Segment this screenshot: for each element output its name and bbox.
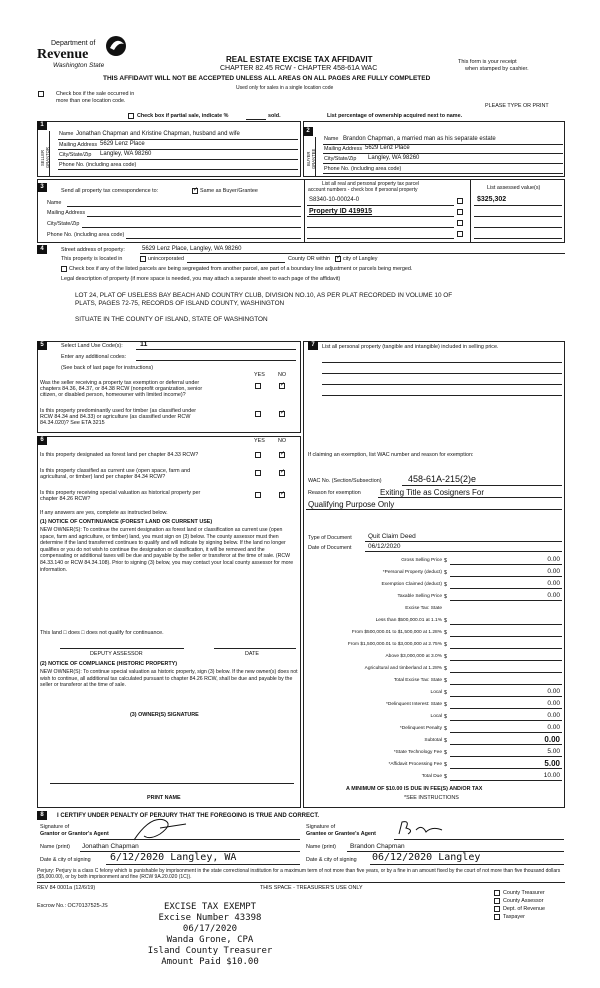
city-of-langley-checkbox[interactable] [335,256,341,262]
copy-county-assessor: County Assessor [503,898,544,904]
qualify-continuance: This land □ does □ does not qualify for continuance. [40,630,164,636]
s6-q3-2: chapter 84.26 RCW? [40,496,91,502]
grantee-name[interactable]: Brandon Chapman [350,843,405,850]
s3-phone-label: Phone No. (including area code) [47,232,125,238]
property-street-address[interactable]: 5629 Lenz Place, Langley, WA 98260 [142,246,242,252]
form-revision: REV 84 0001a (12/6/19) [37,885,96,891]
tax-dollar-3: $ [444,594,447,600]
tier-1-label: Less than $500,000.01 at 1.1% [375,618,442,623]
delinquent-interest-state[interactable]: 0.00 [547,700,560,707]
section-3-badge: 3 [37,183,47,192]
s5-q2-yes-checkbox[interactable] [255,411,261,417]
exemption-reason-1[interactable]: Exiting Title as Cosigners For [380,488,485,497]
document-type-label: Type of Document [308,535,352,541]
assessed-value-1[interactable]: $325,302 [477,196,507,203]
parcel-2-personal-checkbox[interactable] [457,209,463,215]
stamp-line-1: EXCISE TAX EXEMPT [163,902,257,912]
grantor-name-label: Name (print) [40,844,70,850]
exemption-claimed-label: Exemption Claimed (deduct) [381,582,442,587]
state-technology-fee-label: *State Technology Fee [393,750,442,755]
buyer-phone-label: Phone No. (including area code) [324,166,402,172]
exemption-claimed[interactable]: 0.00 [547,580,560,587]
personal-property-label: List all personal property (tangible and intangible) included in selling price. [322,344,499,350]
unincorporated-label: unincorporated [148,256,184,262]
copy-dept-revenue-checkbox[interactable] [494,906,500,912]
stamp-line-3: 06/17/2020 [182,924,238,934]
section-1-badge: 1 [37,121,47,130]
delinquent-interest-local-label: Local [430,714,442,719]
wac-number[interactable]: 458-61A-215(2)e [408,474,477,484]
grantor-signature-label: Signature of [40,824,70,830]
s6-q2-2: agricultural, or timber) land per chapter 84.34 RCW? [40,474,166,480]
parcel-1-personal-checkbox[interactable] [457,198,463,204]
parcel-number-2[interactable]: Property ID 419915 [309,208,373,215]
parcel-4-personal-checkbox[interactable] [457,231,463,237]
minimum-due-note: A MINIMUM OF $10.00 IS DUE IN FEE(S) AND/OR TAX [346,786,483,792]
receipt-note-2: when stamped by cashier. [465,66,529,72]
see-instructions-note: *SEE INSTRUCTIONS [404,795,459,801]
seller-side-label: SELLER GRANTOR [40,147,51,169]
grantee-signature-label: Signature of [306,824,336,830]
notice-compliance-title: (2) NOTICE OF COMPLIANCE (HISTORIC PROPERTY) [40,661,178,667]
s5-q2-2: RCW 84.34 and 84.33) or agriculture (as classified under RCW [40,414,191,420]
notice-compliance-body: NEW OWNER(S): To continue special valuation as historic property, sign (3) below. If the new owner(s) does not wish to continue, all additional tax calculated pursuant to chapter 84.26 RCW, shall be due and payable by the seller or transferor at the time of sale. [40,669,298,689]
parcel-list-label: List all real and personal property tax parcel [322,181,419,187]
notice-continuance-title: (1) NOTICE OF CONTINUANCE (FOREST LAND OR CURRENT USE) [40,519,213,525]
section-5-badge: 5 [37,341,47,350]
excise-tax-state-label: Excise Tax: State [405,606,442,611]
owner-signature-label: (3) OWNER(S) SIGNATURE [130,712,199,718]
escrow-number: Escrow No.: OC70137525-JS [37,903,108,909]
tax-dollar-9: $ [444,666,447,672]
stamp-line-6: Amount Paid $10.00 [161,957,259,967]
tier-3-label: From $1,500,000.01 to $3,000,000 at 2.75% [347,642,442,647]
s6-no-header: NO [278,438,287,444]
legal-description-label: Legal description of property (if more space is needed, you may attach a separate sheet to each page of the affidavit) [61,276,341,282]
tax-dollar-10: $ [444,678,447,684]
section-2-badge: 2 [303,127,313,136]
tax-dollar-0: $ [444,558,447,564]
tax-dollar-1: $ [444,570,447,576]
wac-number-label: WAC No. (Section/Subsection) [308,478,382,484]
tax-dollar-7: $ [444,642,447,648]
state-technology-fee[interactable]: 5.00 [547,748,560,755]
copy-taxpayer: Taxpayer [503,914,525,920]
total-due-label: Total Due [421,774,442,779]
form-warning: THIS AFFIDAVIT WILL NOT BE ACCEPTED UNLESS ALL AREAS ON ALL PAGES ARE FULLY COMPLETED [103,75,431,82]
s6-q1-yes-checkbox[interactable] [255,452,261,458]
tax-dollar-18: $ [444,774,447,780]
personal-property-deduct[interactable]: 0.00 [547,568,560,575]
legal-description-line-2[interactable]: PLATS, PAGES 72-75, RECORDS OF ISLAND COUNTY, WASHINGTON [75,300,285,307]
taxable-selling-price[interactable]: 0.00 [547,592,560,599]
stamp-line-5: Island County Treasurer [147,946,273,956]
document-date-label: Date of Document [308,545,352,551]
copy-dept-revenue: Dept. of Revenue [503,906,545,912]
s5-q1-no-checkbox[interactable] [279,383,285,389]
ownership-percent-label: List percentage of ownership acquired next to name. [327,113,463,119]
subtotal-label: Subtotal [424,738,442,743]
tax-dollar-2: $ [444,582,447,588]
section-6-badge: 6 [37,436,47,445]
perjury-notice: Perjury: Perjury is a class C felony which is punishable by imprisonment in the state correctional institution for a maximum term of not more than five years, or by a fine in an amount fixed by the court of not more than five thousand dollars ($5,000.00), or by both imprisonment and fine (RCW 9A.20.020 (1C)). [37,868,561,881]
send-correspondence-label: Send all property tax correspondence to: [61,188,159,194]
s3-city-label: City/State/Zip [47,221,80,227]
gross-selling-price[interactable]: 0.00 [547,556,560,563]
legal-description-line-1[interactable]: LOT 24, PLAT OF USELESS BAY BEACH AND COUNTRY CLUB, DIVISION NO.10, AS PER PLAT RECORDED IN VOLUME 10 OF [75,292,453,299]
s5-q1-3: citizen, or disabled person, homeowner with limited income)? [40,392,186,398]
tax-dollar-16: $ [444,750,447,756]
notice-continuance-body: NEW OWNER(S): To continue the current designation as forest land or classification as current use (open space, farm and agriculture, or timber) land, you must sign on (3) below. The county assessor must then determine if the land transferred continues to qualify and will indicate by signing below. If the land no longer qualifies or you do not wish to continue the designation or classification, it will be removed and the compensating or additional taxes will be due and payable by the seller or transferor at the time of sale. (RCW 84.33.140 or RCW 84.34.108). Prior to signing (3) below, you may contact your local county assessor for more information. [40,527,294,573]
seller-phone-label: Phone No. (including area code) [59,162,137,168]
type-or-print: PLEASE TYPE OR PRINT [485,103,549,109]
multi-location-checkbox[interactable] [38,91,44,97]
section-4-badge: 4 [37,245,47,254]
copy-county-treasurer-checkbox[interactable] [494,890,500,896]
land-use-code[interactable]: 11 [140,341,148,348]
seller-name-label: Name [59,131,74,137]
logo-dept: Department of [51,40,96,47]
s6-yes-header: YES [254,438,265,444]
logo-swirl-icon [104,34,128,58]
agricultural-label: Agricultural and timberland at 1.28% [364,666,442,671]
s3-name-label: Name [47,200,62,206]
tax-dollar-12: $ [444,702,447,708]
grantee-name-label: Name (print) [306,844,336,850]
grantor-name[interactable]: Jonathan Chapman [82,843,139,850]
buyer-name[interactable]: Brandon Chapman, a married man as his separate estate [343,136,496,142]
copy-county-treasurer: County Treasurer [503,890,545,896]
seller-city[interactable]: Langley, WA 98260 [100,151,152,157]
grantee-date-city[interactable]: 06/12/2020 Langley [372,852,481,863]
grantee-signature-image [396,818,446,838]
delinquent-penalty[interactable]: 0.00 [547,724,560,731]
parcel-number-1[interactable]: S8340-10-00024-0 [309,197,360,203]
seller-city-label: City/State/Zip [59,152,92,158]
affidavit-processing-fee-label: *Affidavit Processing Fee [388,762,442,767]
delinquent-penalty-label: *Delinquent Penalty [399,726,442,731]
stamp-line-2: Excise Number 43398 [158,913,262,923]
single-location-note: Used only for sales in a single location code [236,85,334,91]
parcel-3-personal-checkbox[interactable] [457,220,463,226]
buyer-city-label: City/State/Zip [324,156,357,162]
street-address-label: Street address of property: [61,247,125,253]
certify-statement: I CERTIFY UNDER PENALTY OF PERJURY THAT THE FOREGOING IS TRUE AND CORRECT. [57,813,320,819]
s5-q2-no-checkbox[interactable] [279,411,285,417]
grantor-date-label: Date & city of signing [40,857,91,863]
s6-q2: Is this property classified as current use (open space, farm and [40,468,191,474]
total-due[interactable]: 10.00 [543,772,560,779]
s5-q1: Was the seller receiving a property tax exemption or deferral under [40,380,200,386]
receipt-note: This form is your receipt [458,59,517,65]
copy-taxpayer-checkbox[interactable] [494,914,500,920]
sold-label: sold. [268,113,281,119]
located-label: This property is located in [61,256,123,262]
exemption-reason-2[interactable]: Qualifying Purpose Only [308,500,395,509]
print-name-label: PRINT NAME [147,795,181,801]
personal-property-deduct-label: *Personal Property (deduct) [382,570,442,575]
tax-dollar-15: $ [444,738,447,744]
city-of-langley-label: city of Langley [343,256,378,262]
county-or-within-label: County OR within [288,256,330,262]
logo-state: Washington State [53,62,105,69]
s5-no-header: NO [278,372,287,378]
unincorporated-checkbox[interactable] [140,256,146,262]
treasurer-use-label: THIS SPACE - TREASURER'S USE ONLY [260,885,363,891]
buyer-name-label: Name [324,136,339,142]
s6-q2-no-checkbox[interactable] [279,470,285,476]
seller-mailing-address[interactable]: 5629 Lenz Place [100,141,145,147]
deputy-date-label: DATE [245,651,259,657]
local-tax[interactable]: 0.00 [547,688,560,695]
form-chapter: CHAPTER 82.45 RCW - CHAPTER 458-61A WAC [220,65,378,72]
tax-dollar-13: $ [444,714,447,720]
s6-q3-no-checkbox[interactable] [279,492,285,498]
total-excise-state-label: Total Excise Tax: State [393,678,442,683]
tier-2-label: From $500,000.01 to $1,500,000 at 1.28% [351,630,442,635]
tax-dollar-6: $ [444,630,447,636]
document-type[interactable]: Quit Claim Deed [368,533,416,540]
taxable-selling-price-label: Taxable Selling Price [397,594,442,599]
s5-yes-header: YES [254,372,265,378]
additional-codes-label: Enter any additional codes: [61,354,127,360]
land-use-code-label: Select Land Use Code(s): [61,343,123,349]
claim-exemption-label: If claiming an exemption, list WAC number and reason for exemption: [308,452,474,458]
section-7-badge: 7 [308,341,318,350]
seller-name[interactable]: Jonathan Chapman and Kristine Chapman, husband and wife [76,131,240,137]
affidavit-processing-fee[interactable]: 5.00 [544,759,560,768]
tier-4-label: Above $3,000,000 at 3.0% [385,654,442,659]
stamp-line-4: Wanda Grone, CPA [166,935,254,945]
s6-if-yes: If any answers are yes, complete as instructed below. [40,510,168,516]
s6-q1: Is this property designated as forest land per chapter 84.33 RCW? [40,452,199,458]
see-instructions-label: (See back of last page for instructions) [61,365,153,371]
same-as-buyer-checkbox[interactable] [192,188,198,194]
partial-sale-checkbox[interactable] [128,113,134,119]
tax-dollar-17: $ [444,762,447,768]
gross-selling-price-label: Gross Selling Price [401,558,442,563]
s6-q3: Is this property receiving special valuation as historical property per [40,490,201,496]
seller-mail-label: Mailing Address [59,142,98,148]
partial-sale-label: Check box if partial sale, indicate % [137,113,229,119]
treasurer-stamp [140,902,280,968]
local-tax-label: Local [430,690,442,695]
s6-q3-yes-checkbox[interactable] [255,492,261,498]
same-as-buyer-label: Same as Buyer/Grantee [200,188,258,194]
document-date[interactable]: 06/12/2020 [368,543,401,550]
tax-dollar-11: $ [444,690,447,696]
grantee-date-label: Date & city of signing [306,857,357,863]
grantor-date-city[interactable]: 6/12/2020 Langley, WA [110,852,237,863]
s5-q2-3: 84.34.020)? See ETA 3215 [40,420,105,426]
buyer-mail-label: Mailing Address [324,146,363,152]
buyer-city[interactable]: Langley, WA 98260 [368,155,420,161]
form-title: REAL ESTATE EXCISE TAX AFFIDAVIT [226,55,373,64]
grantor-signature-label-2: Grantor or Grantor's Agent [40,831,109,837]
buyer-mailing-address[interactable]: 5629 Lenz Place [365,145,410,151]
legal-description-line-3[interactable]: SITUATE IN THE COUNTY OF ISLAND, STATE OF WASHINGTON [75,316,268,323]
multi-location-label: Check box if the sale occurred in [56,91,135,97]
delinquent-interest-state-label: *Delinquent Interest: State [386,702,442,707]
segregated-checkbox[interactable] [61,266,67,272]
section-8-badge: 8 [37,811,47,820]
segregated-label: Check box if any of the listed parcels are being segregated from another parcel, are part of a boundary line adjustment or parcels being merged. [69,266,413,272]
grantee-signature-label-2: Grantee or Grantee's Agent [306,831,376,837]
tax-dollar-5: $ [444,618,447,624]
buyer-side-label: BUYER GRANTEE [306,148,317,170]
s5-q2: Is this property predominantly used for timber (as classified under [40,408,197,414]
assessed-values-label: List assessed value(s) [487,185,541,191]
s6-q2-yes-checkbox[interactable] [255,470,261,476]
tax-dollar-14: $ [444,726,447,732]
multi-location-label-2: more than one location code. [56,98,126,104]
exemption-reason-label: Reason for exemption [308,490,361,496]
deputy-assessor-label: DEPUTY ASSESSOR [90,651,143,657]
delinquent-interest-local[interactable]: 0.00 [547,712,560,719]
s3-mail-label: Mailing Address [47,210,86,216]
parcel-list-label-2: account numbers - check box if personal property [308,187,418,193]
copy-county-assessor-checkbox[interactable] [494,898,500,904]
logo-revenue: Revenue [37,47,89,62]
s6-q1-no-checkbox[interactable] [279,452,285,458]
s5-q1-yes-checkbox[interactable] [255,383,261,389]
subtotal[interactable]: 0.00 [544,735,560,744]
tax-dollar-8: $ [444,654,447,660]
s5-q1-2: chapters 84.36, 84.37, or 84.38 RCW (nonprofit organization, senior [40,386,203,392]
